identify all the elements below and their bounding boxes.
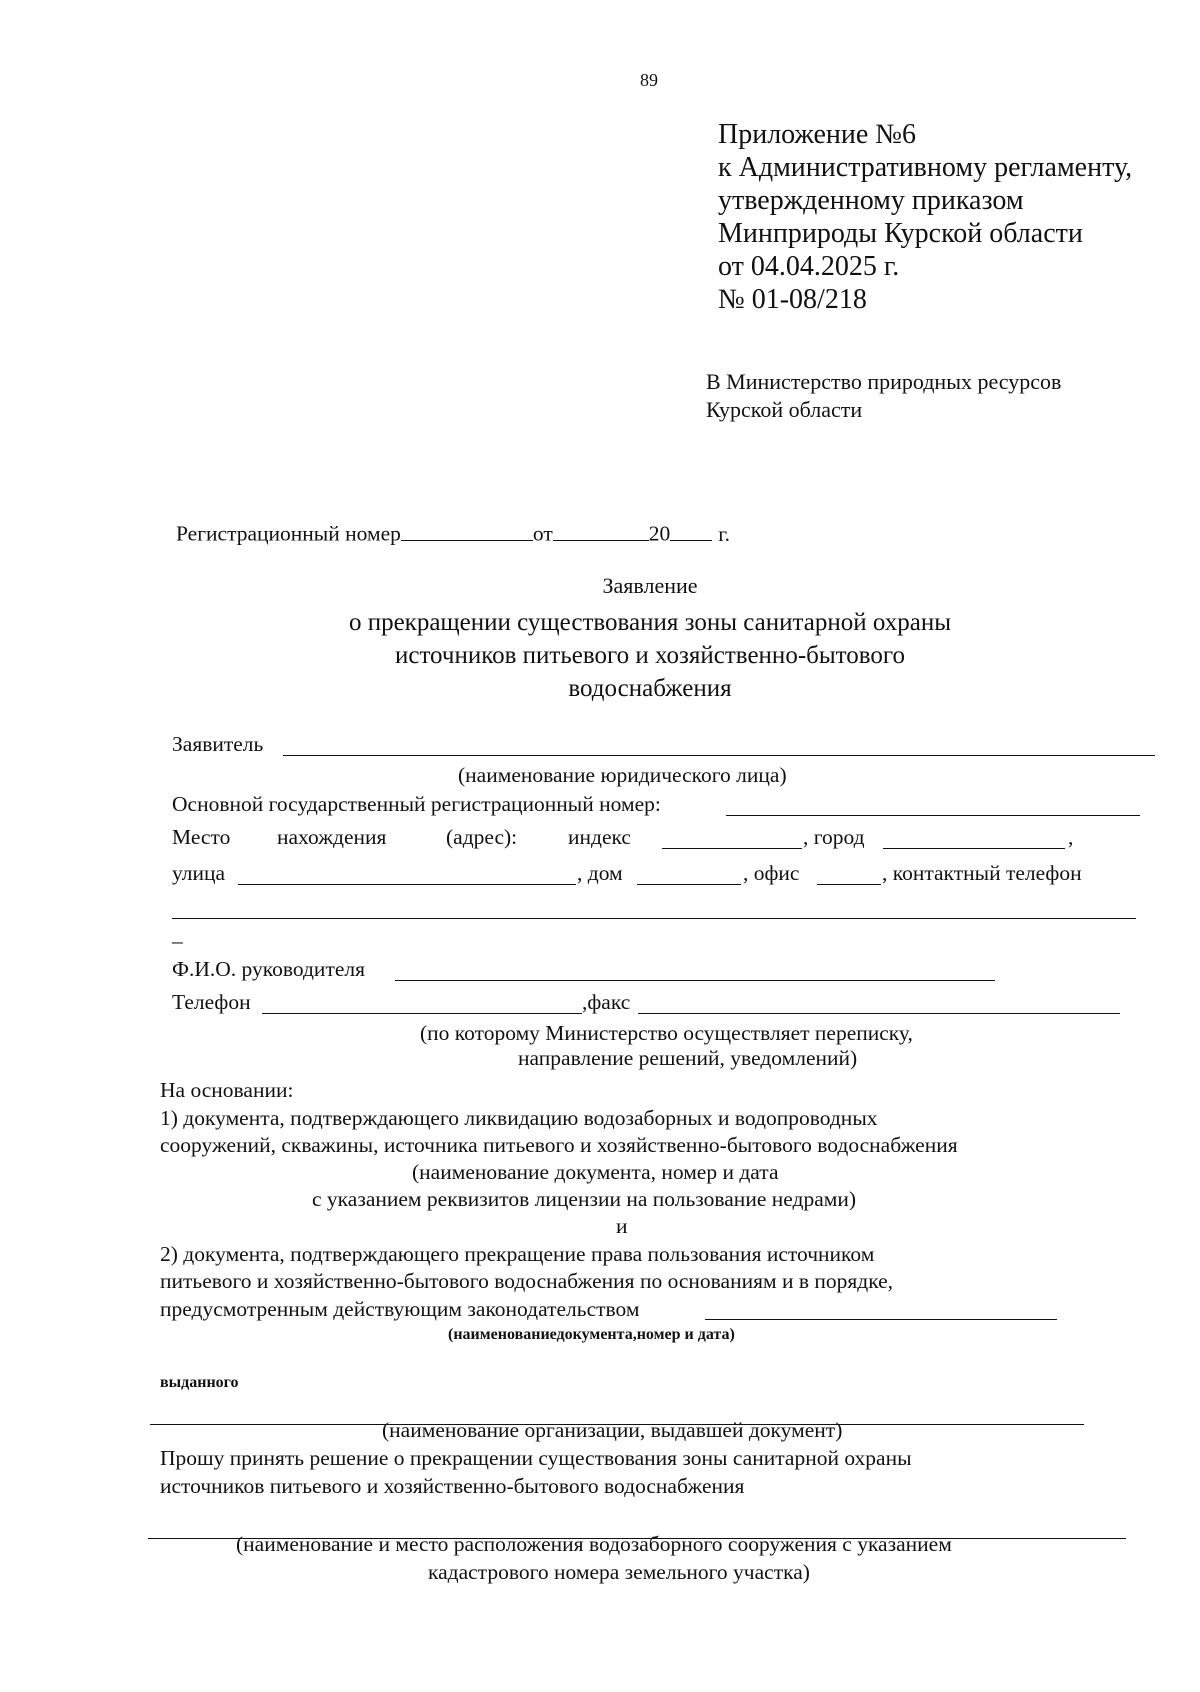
addressee-line-2: Курской области	[706, 397, 863, 422]
addressee	[706, 368, 1061, 424]
document-title: Заявление	[602, 573, 698, 598]
registration-number-field[interactable]	[401, 518, 533, 541]
request-line-1: Прошу принять решение о прекращении существования зоны санитарной охраны	[160, 1446, 912, 1470]
office-field[interactable]	[817, 884, 881, 885]
registration-suffix: г.	[718, 521, 731, 546]
subtitle-line-1: о прекращении существования зоны санитарной охраны	[348, 609, 952, 636]
subtitle-line-2: источников питьевого и хозяйственно-бытового	[394, 642, 906, 669]
registration-year-field[interactable]	[670, 518, 712, 541]
basis-label: На основании:	[160, 1078, 294, 1102]
issued-label: выданного	[160, 1374, 239, 1391]
ogrn-field[interactable]	[726, 815, 1140, 816]
basis-item2-line3: предусмотренным действующим законодательством	[160, 1297, 640, 1321]
document-subtitle	[0, 606, 1200, 705]
basis-item1-line2: сооружений, скважины, источника питьевого и хозяйственно-бытового водоснабжения	[160, 1133, 958, 1157]
location-word-1: Место	[172, 825, 231, 849]
basis-item1-caption2: с указанием реквизитов лицензии на пользование недрами)	[312, 1187, 857, 1211]
appendix-line-1: Приложение №6	[718, 119, 916, 150]
addressee-line-1: В Министерство природных ресурсов	[706, 369, 1062, 394]
subtitle-line-3: водоснабжения	[568, 675, 732, 702]
applicant-field[interactable]	[283, 755, 1155, 756]
appendix-line-2: к Административному регламенту,	[718, 152, 1133, 183]
registration-label: Регистрационный номер	[176, 521, 401, 546]
contact-phone-label: , контактный телефон	[882, 861, 1082, 885]
ogrn-label: Основной государственный регистрационный номер:	[172, 792, 661, 816]
location-word-2: нахождения	[277, 825, 387, 849]
appendix-line-4: Минприроды Курской области	[718, 218, 1083, 249]
appendix-header	[718, 118, 1132, 316]
correspondence-caption-2: направление решений, уведомлений)	[518, 1046, 858, 1070]
page-number: 89	[640, 70, 658, 90]
basis-item2-line1: 2) документа, подтверждающего прекращение права пользования источником	[160, 1242, 875, 1266]
fax-label: ,факс	[582, 990, 631, 1014]
street-field[interactable]	[238, 884, 576, 885]
basis-item2-caption: (наименованиедокумента,номер и дата)	[448, 1326, 735, 1343]
basis-item1-caption1: (наименование документа, номер и дата	[412, 1160, 779, 1184]
basis-item2-field[interactable]	[705, 1319, 1057, 1320]
water-intake-caption-1: (наименование и место расположения водозаборного сооружения с указанием	[236, 1532, 952, 1556]
applicant-label: Заявитель	[172, 732, 264, 756]
registration-from: от	[532, 521, 553, 546]
house-label: , дом	[577, 861, 623, 885]
registration-date-field[interactable]	[553, 518, 649, 541]
contact-phone-dash: _	[172, 922, 183, 946]
basis-and: и	[616, 1214, 628, 1238]
index-field[interactable]	[662, 848, 802, 849]
city-comma: ,	[1068, 825, 1074, 849]
house-field[interactable]	[637, 884, 741, 885]
issuing-organization-caption: (наименование организации, выдавшей документ)	[382, 1418, 843, 1442]
registration-year: 20	[648, 521, 671, 546]
location-word-3: (адрес):	[446, 825, 518, 849]
appendix-line-6: № 01-08/218	[718, 284, 867, 315]
appendix-line-5: от 04.04.2025 г.	[718, 251, 900, 282]
index-label: индекс	[568, 825, 631, 849]
telephone-field[interactable]	[262, 1013, 582, 1014]
street-label: улица	[172, 861, 226, 885]
telephone-label: Телефон	[172, 990, 251, 1014]
city-field[interactable]	[883, 848, 1065, 849]
basis-item1-line1: 1) документа, подтверждающего ликвидацию водозаборных и водопроводных	[160, 1106, 878, 1130]
fax-field[interactable]	[638, 1013, 1120, 1014]
basis-item2-line2: питьевого и хозяйственно-бытового водоснабжения по основаниям и в порядке,	[160, 1269, 894, 1293]
registration-line	[176, 518, 730, 547]
applicant-caption: (наименование юридического лица)	[458, 763, 787, 787]
water-intake-caption-2: кадастрового номера земельного участка)	[428, 1560, 810, 1584]
city-label: , город	[803, 825, 865, 849]
request-line-2: источников питьевого и хозяйственно-бытового водоснабжения	[160, 1474, 745, 1498]
appendix-line-3: утвержденному приказом	[718, 185, 1024, 216]
head-name-label: Ф.И.О. руководителя	[172, 957, 365, 981]
head-name-field[interactable]	[395, 980, 995, 981]
office-label: , офис	[743, 861, 800, 885]
contact-phone-field[interactable]	[172, 918, 1136, 919]
correspondence-caption-1: (по которому Министерство осуществляет переписку,	[420, 1021, 913, 1045]
